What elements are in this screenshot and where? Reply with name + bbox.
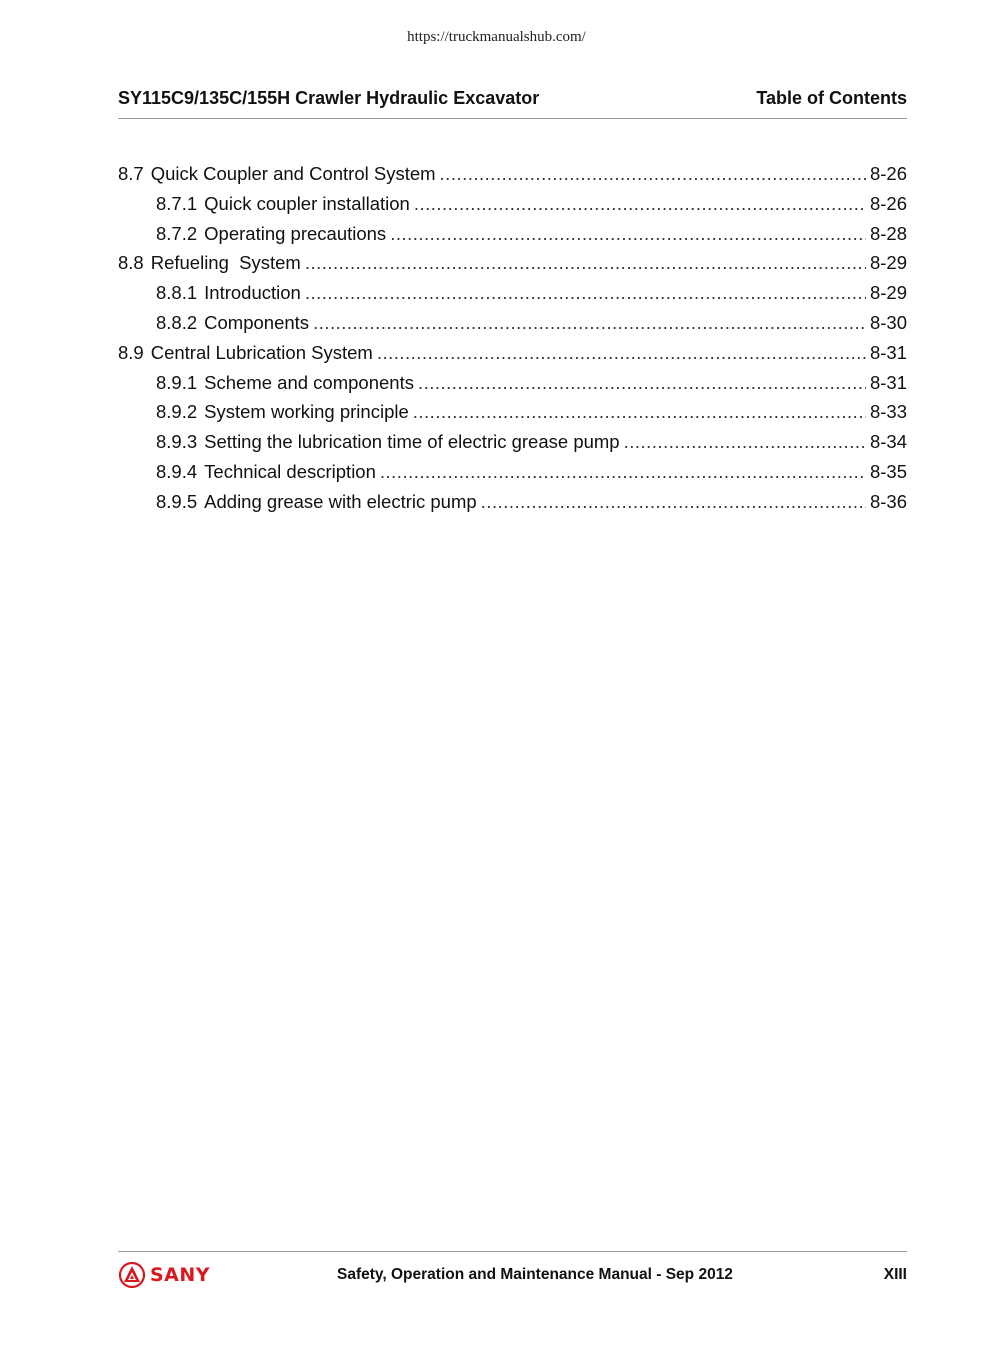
sany-logo-icon xyxy=(118,1262,146,1288)
toc-entry-page: 8-34 xyxy=(869,431,907,453)
toc-entry-title: Central Lubrication System xyxy=(150,341,373,363)
toc-entry-page: 8-31 xyxy=(869,371,907,393)
toc-entry[interactable] xyxy=(118,163,907,193)
dot-leader xyxy=(481,491,866,513)
watermark-url: https://truckmanualshub.com/ xyxy=(407,29,586,45)
document-title: SY115C9/135C/155H Crawler Hydraulic Excavator xyxy=(118,88,540,108)
toc-entry[interactable] xyxy=(118,372,907,402)
dot-leader xyxy=(624,431,866,453)
dot-leader xyxy=(414,193,866,215)
dot-leader xyxy=(377,342,866,364)
dot-leader xyxy=(305,252,866,274)
dot-leader xyxy=(418,372,866,394)
toc-entry-number: 8.9.2 xyxy=(156,401,198,423)
toc-entry-title: Setting the lubrication time of electric grease pump xyxy=(204,431,620,453)
toc-entry-number: 8.9.4 xyxy=(156,460,198,482)
toc-entry-page: 8-30 xyxy=(869,311,907,333)
toc-entry-number: 8.9 xyxy=(118,341,144,363)
dot-leader xyxy=(390,223,866,245)
toc-entry-page: 8-33 xyxy=(869,401,907,423)
toc-entry-page: 8-26 xyxy=(869,192,907,214)
toc-entry-number: 8.7.1 xyxy=(156,192,198,214)
toc-entry[interactable] xyxy=(118,342,907,372)
toc-entry-number: 8.9.1 xyxy=(156,371,198,393)
toc-entry-page: 8-26 xyxy=(869,163,907,184)
toc-entry-page: 8-35 xyxy=(869,460,907,482)
toc-entry-title: System working principle xyxy=(204,401,409,423)
toc-entry-number: 8.9.5 xyxy=(156,490,198,512)
section-title: Table of Contents xyxy=(756,88,907,108)
dot-leader xyxy=(380,461,866,483)
page-footer xyxy=(118,1262,907,1292)
footer-divider xyxy=(118,1251,907,1252)
dot-leader xyxy=(305,282,866,304)
toc-entry[interactable] xyxy=(118,223,907,253)
toc-entry[interactable] xyxy=(118,401,907,431)
toc-entry-page: 8-29 xyxy=(869,282,907,304)
sany-logo-text: SANY xyxy=(150,1264,211,1286)
toc-entry-title: Adding grease with electric pump xyxy=(204,490,477,512)
toc-entry-title: Quick coupler installation xyxy=(204,192,410,214)
dot-leader xyxy=(440,163,866,185)
page-header xyxy=(118,88,907,119)
toc-entry-number: 8.8.2 xyxy=(156,311,198,333)
toc-entry-title: Introduction xyxy=(204,282,301,304)
sany-logo xyxy=(118,1262,210,1288)
toc-entry-page: 8-36 xyxy=(869,490,907,512)
toc-entry-number: 8.8.1 xyxy=(156,282,198,304)
toc-entry-number: 8.7.2 xyxy=(156,222,198,244)
toc-entry[interactable] xyxy=(118,312,907,342)
toc-entry-number: 8.9.3 xyxy=(156,431,198,453)
toc-entry-page: 8-31 xyxy=(869,341,907,363)
toc-entry[interactable] xyxy=(118,431,907,461)
toc-entry-number: 8.7 xyxy=(118,163,144,184)
table-of-contents xyxy=(118,163,907,521)
page-number: XIII xyxy=(883,1266,907,1283)
toc-entry-title: Operating precautions xyxy=(204,222,387,244)
toc-entry[interactable] xyxy=(118,193,907,223)
toc-entry-title: Refueling System xyxy=(150,252,301,274)
manual-name: Safety, Operation and Maintenance Manual - Sep 2012 xyxy=(337,1266,733,1283)
toc-entry-title: Scheme and components xyxy=(204,371,414,393)
dot-leader xyxy=(313,312,866,334)
toc-entry-page: 8-29 xyxy=(869,252,907,274)
toc-entry-title: Components xyxy=(204,311,310,333)
toc-entry[interactable] xyxy=(118,461,907,491)
dot-leader xyxy=(413,401,866,423)
toc-entry-page: 8-28 xyxy=(869,222,907,244)
toc-entry-title: Quick Coupler and Control System xyxy=(150,163,436,184)
toc-entry[interactable] xyxy=(118,252,907,282)
toc-entry-number: 8.8 xyxy=(118,252,144,274)
toc-entry[interactable] xyxy=(118,491,907,521)
toc-entry[interactable] xyxy=(118,282,907,312)
toc-entry-title: Technical description xyxy=(204,460,376,482)
